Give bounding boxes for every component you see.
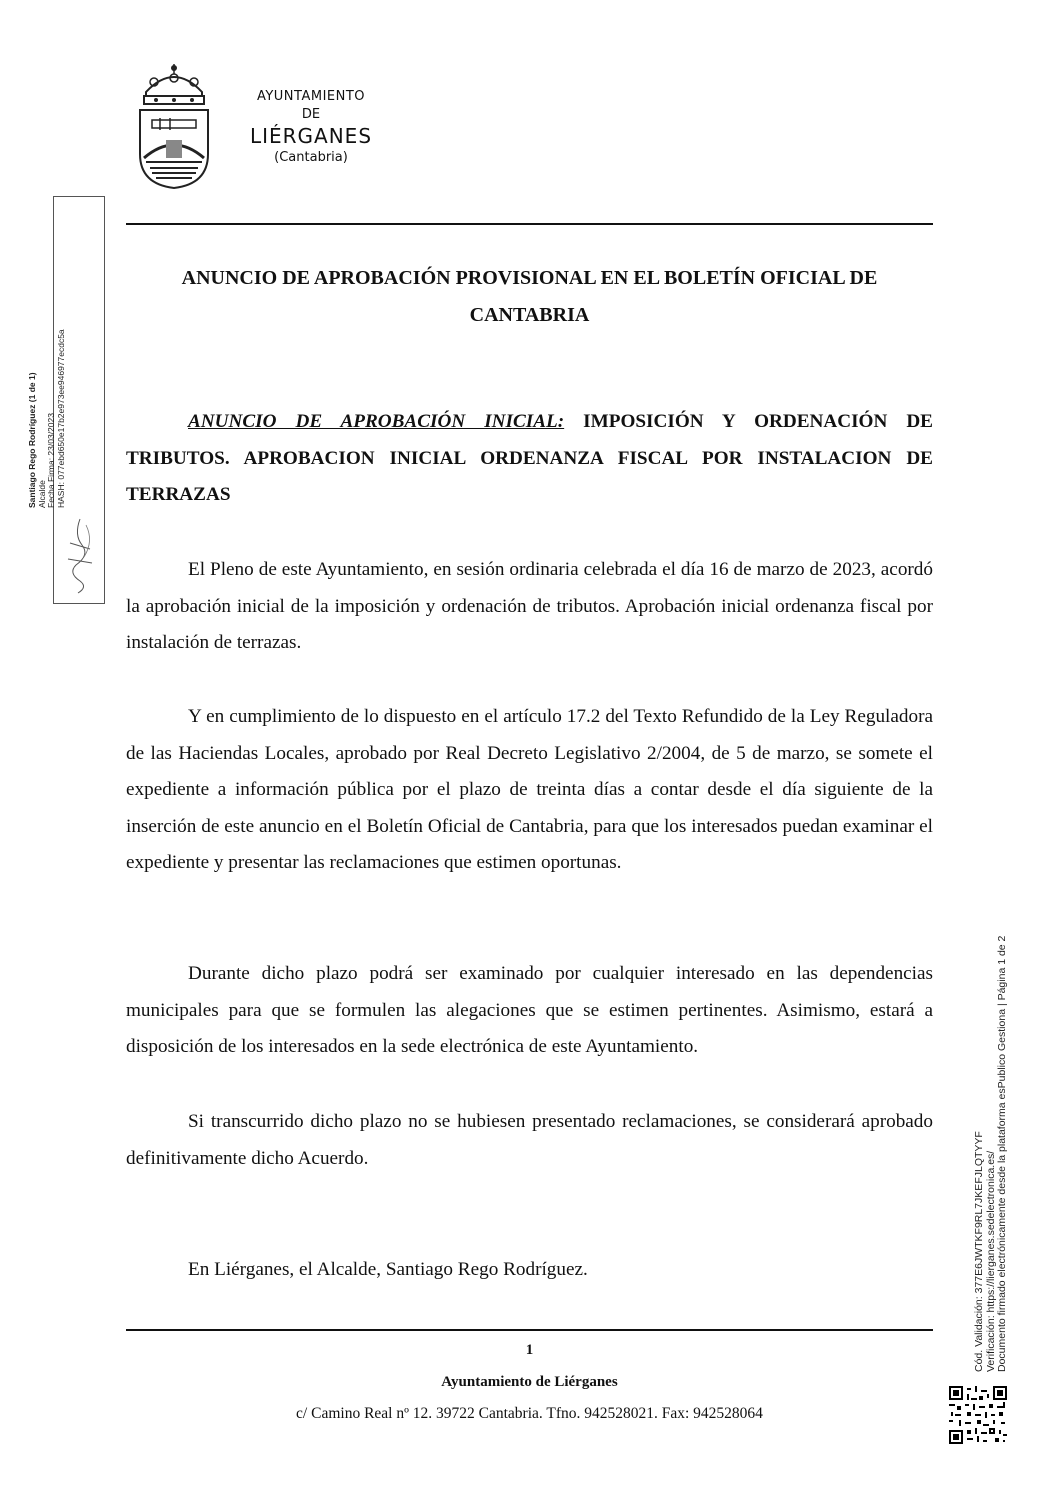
footer-divider: [126, 1329, 933, 1331]
paragraph-1-text: El Pleno de este Ayuntamiento, en sesión ordinaria celebrada el día 16 de marzo de 2023, acordó la aprobación inicial de la imposición y ordenación de tributos. Aprobación inicial ordenanza fiscal por instalación de terrazas.: [126, 559, 933, 654]
verification-url: Verificación: https://lierganes.sedelectronica.es/: [984, 1150, 997, 1372]
body-paragraph-4: [126, 1104, 933, 1177]
logo-line-ayuntamiento: AYUNTAMIENTO: [256, 89, 366, 104]
verification-code: Cód. Validación: 377E6JWTKF9RL7JKEFJLQTYYF: [973, 1131, 985, 1372]
title-line-1: ANUNCIO DE APROBACIÓN PROVISIONAL EN EL BOLETÍN OFICIAL DE: [181, 267, 878, 289]
footer-address: c/ Camino Real nº 12. 39722 Cantabria. Tfno. 942528021. Fax: 942528064: [296, 1405, 763, 1422]
qr-code-icon[interactable]: [948, 1386, 1008, 1444]
footer-organization: Ayuntamiento de Liérganes: [441, 1374, 618, 1390]
subject-paragraph: [126, 404, 933, 514]
paragraph-4-text: Si transcurrido dicho plazo no se hubiesen presentado reclamaciones, se considerará aprobado definitivamente dicho Acuerdo.: [126, 1111, 933, 1169]
page-number: 1: [525, 1342, 534, 1358]
handwritten-signature-icon: [60, 515, 100, 595]
signer-name: Santiago Rego Rodríguez (1 de 1): [27, 372, 37, 508]
signature-stamp-text: [28, 329, 66, 508]
paragraph-3-text: Durante dicho plazo podrá ser examinado por cualquier interesado en las dependencias municipales para que se formulen las alegaciones que se estimen pertinentes. Asimismo, estará a disposición de los interesados en la sede electrónica de este Ayuntamiento.: [126, 963, 933, 1058]
body-paragraph-1: [126, 552, 933, 662]
document-title: [126, 260, 933, 334]
closing-line: [126, 1252, 933, 1289]
subject-text: IMPOSICIÓN Y ORDENACIÓN DE TRIBUTOS. APROBACION INICIAL ORDENANZA FISCAL POR INSTALACION DE TERRAZAS: [126, 411, 933, 506]
title-line-2: CANTABRIA: [469, 304, 590, 326]
paragraph-2-text: Y en cumplimiento de lo dispuesto en el artículo 17.2 del Texto Refundido de la Ley Reguladora de las Haciendas Locales, aprobado por Real Decreto Legislativo 2/2004, de 5 de marzo, se somete el expediente a información pública por el plazo de treinta días a contar desde el día siguiente de la inserción de este anuncio en el Boletín Oficial de Cantabria, para que los interesados puedan examinar el expediente y presentar las reclamaciones que estimen oportunas.: [126, 706, 933, 874]
signature-stamp: [27, 196, 105, 604]
signature-hash: HASH: 077ebd650e17b2e973ee946977ecdc5a: [55, 329, 66, 508]
body-paragraph-3: [126, 956, 933, 1066]
municipal-crest-logo: [136, 62, 212, 190]
logo-line-cantabria: (Cantabria): [274, 150, 348, 165]
signer-role: Alcalde: [36, 480, 47, 508]
subject-label: ANUNCIO DE APROBACIÓN INICIAL:: [188, 411, 565, 432]
closing-text: En Liérganes, el Alcalde, Santiago Rego Rodríguez.: [188, 1259, 588, 1280]
verification-text: [974, 936, 1009, 1372]
logo-line-lierganes: LIÉRGANES: [249, 124, 373, 148]
municipality-logo-text: [236, 88, 386, 167]
logo-line-de: DE: [301, 107, 321, 122]
verification-note: Documento firmado electrónicamente desde la plataforma esPublico Gestiona | Página 1 de 2: [996, 935, 1008, 1372]
body-paragraph-2: [126, 699, 933, 882]
header-divider: [126, 223, 933, 225]
signature-date: Fecha Firma: 23/03/2023: [46, 413, 56, 508]
